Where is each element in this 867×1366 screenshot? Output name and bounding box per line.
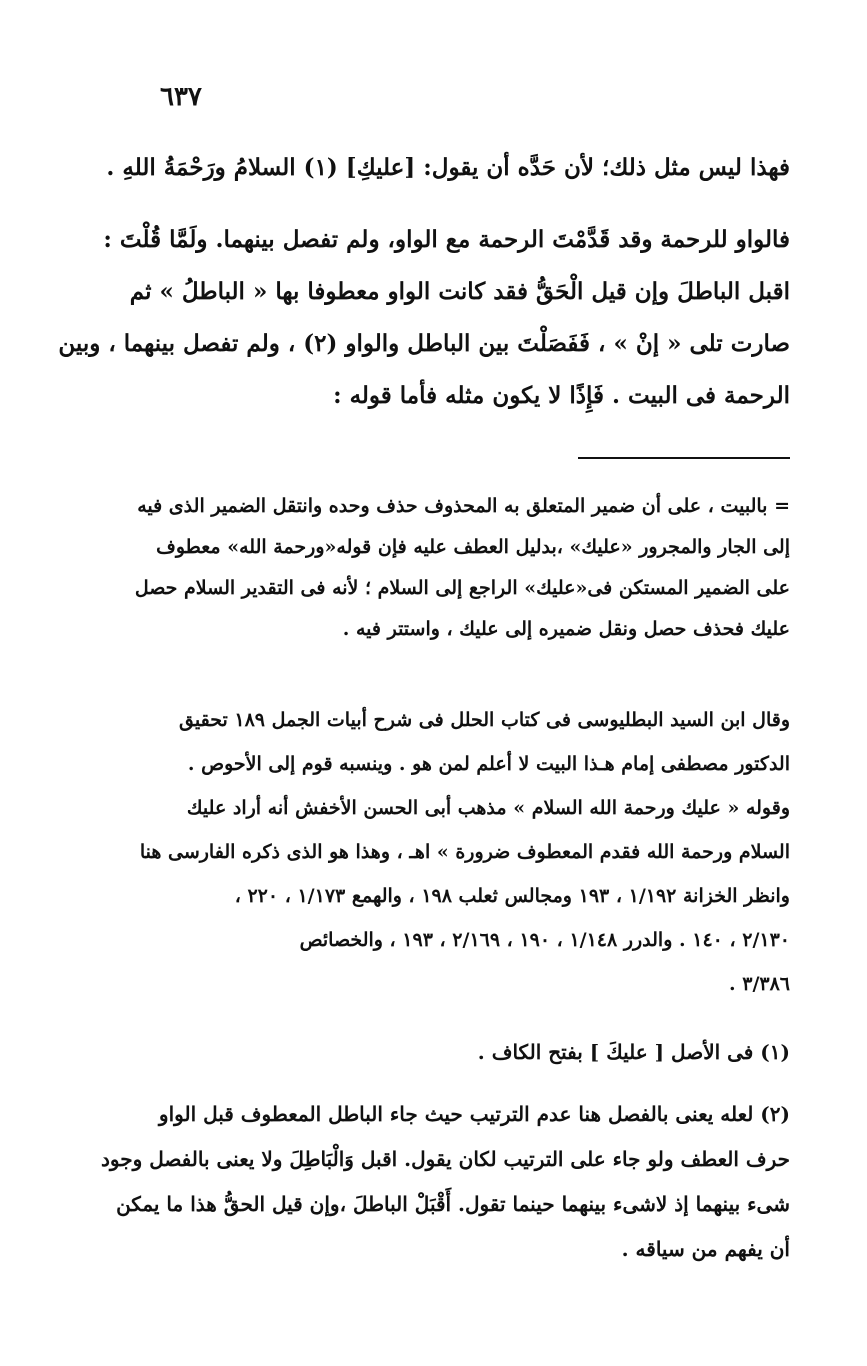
footnote-continuation-line-3: على الضمير المستكن فى«عليك» الراجع إلى السلام ؛ لأنه فى التقدير السلام حصل [134, 577, 790, 599]
reference-note-line-7: ٣/٣٨٦ . [729, 973, 790, 995]
main-line-5: الرحمة فى البيت . فَإِذًا لا يكون مثله فأما قوله : [333, 382, 790, 409]
page-number: ٦٣٧ [160, 82, 202, 112]
footnote-continuation [130, 486, 790, 650]
main-line-3: اقبل الباطلَ وإن قيل الْحَقُّ فقد كانت الواو معطوفا بها « الباطلُ » ثم [129, 278, 790, 305]
footnote-2-line-4: أن يفهم من سياقه . [621, 1237, 790, 1261]
footnote-divider [578, 457, 790, 459]
footnote-2-line-3: شىء بينهما إذ لاشىء بينهما حينما تقول. أَقْبَلْ الباطلَ ،وإن قيل الحقُّ هذا ما يمكن [116, 1192, 790, 1216]
reference-note-line-4: السلام ورحمة الله فقدم المعطوف ضرورة » اهـ ، وهذا هو الذى ذكره الفارسى هنا [139, 841, 790, 863]
reference-note-line-3: وقوله « عليك ورحمة الله السلام » مذهب أبى الحسن الأخفش أنه أراد عليك [186, 797, 790, 819]
reference-note-line-6: ٢/١٣٠ ، ١٤٠ . والدرر ١/١٤٨ ، ١٩٠ ، ٢/١٦٩ ، ١٩٣ ، والخصائص [299, 929, 790, 951]
footnote-continuation-line-2: إلى الجار والمجرور «عليك» ،بدليل العطف عليه فإن قوله«ورحمة الله» معطوف [156, 536, 790, 558]
reference-note [130, 698, 790, 1006]
reference-note-line-2: الدكتور مصطفى إمام هـذا البيت لا أعلم لمن هو . وينسبه قوم إلى الأحوص . [187, 753, 790, 775]
main-line-1: فهذا ليس مثل ذلك؛ لأن حَدَّه أن يقول: [عليكِ] (١) السلامُ ورَحْمَةُ اللهِ . [106, 154, 790, 181]
footnote-2-line-2: حرف العطف ولو جاء على الترتيب لكان يقول. اقبل وَالْبَاطِلَ ولا يعنى بالفصل وجود [100, 1147, 790, 1171]
main-line-4: صارت تلى « إنْ » ، فَفَصَلْتَ بين الباطل والواو (٢) ، ولم تفصل بينهما ، وبين [58, 330, 790, 357]
main-line-2: فالواو للرحمة وقد قَدَّمْتَ الرحمة مع الواو، ولم تفصل بينهما. ولَمَّا قُلْتَ : [103, 226, 790, 253]
reference-note-line-5: وانظر الخزانة ١/١٩٢ ، ١٩٣ ومجالس ثعلب ١٩٨ ، والهمع ١/١٧٣ ، ٢٢٠ ، [234, 885, 790, 907]
footnote-1-line-1: (١) فى الأصل [ عليكَ ] بفتح الكاف . [477, 1040, 790, 1064]
footnote-2 [100, 1092, 790, 1272]
footnote-2-line-1: (٢) لعله يعنى بالفصل هنا عدم الترتيب حيث جاء الباطل المعطوف قبل الواو [158, 1102, 790, 1126]
main-paragraph [58, 142, 790, 422]
reference-note-line-1: وقال ابن السيد البطليوسى فى كتاب الحلل فى شرح أبيات الجمل ١٨٩ تحقيق [179, 709, 790, 731]
footnote-continuation-line-4: عليك فحذف حصل ونقل ضميره إلى عليك ، واستتر فيه . [342, 618, 790, 640]
footnote-1 [130, 1030, 790, 1075]
footnote-continuation-line-1: = بالبيت ، على أن ضمير المتعلق به المحذوف حذف وحده وانتقل الضمير الذى فيه [137, 495, 790, 517]
